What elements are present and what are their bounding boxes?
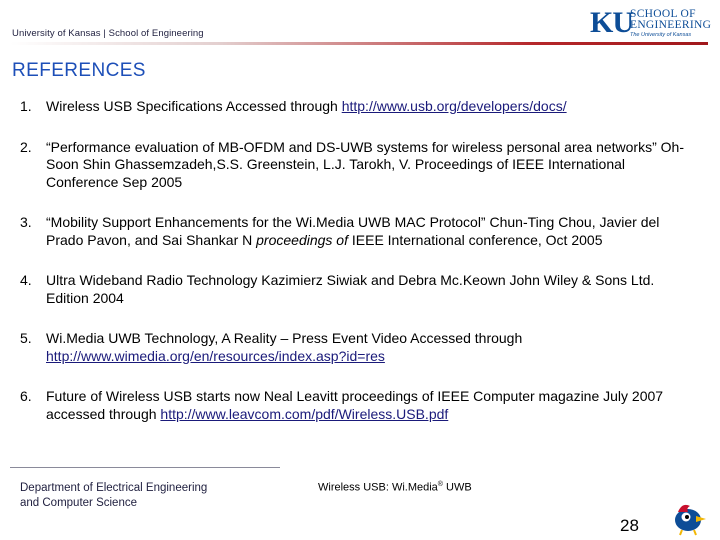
item-text <box>46 214 700 249</box>
footer-dept-line1: Department of Electrical Engineering <box>20 482 208 494</box>
item-text-part: IEEE International conference, Oct 2005 <box>351 231 603 248</box>
list-item <box>20 98 700 116</box>
item-number: 5. <box>20 330 32 346</box>
header-bar <box>10 42 708 45</box>
item-text-part: Future of Wireless USB starts now Neal Leavitt proceedings of IEEE Computer magazine July 2007 accessed through <box>46 388 664 422</box>
registered-mark: ® <box>437 481 443 488</box>
item-number: 2. <box>20 138 32 155</box>
footer-divider <box>10 467 280 468</box>
item-number: 1. <box>20 98 32 114</box>
reference-link[interactable]: http://www.leavcom.com/pdf/Wireless.USB.pdf <box>160 405 449 422</box>
footer-department <box>20 481 207 511</box>
item-number: 3. <box>20 214 32 230</box>
item-number: 6. <box>20 388 32 404</box>
item-number: 4. <box>20 272 32 288</box>
item-text: “Performance evaluation of MB-OFDM and DS-UWB systems for wireless personal area networks” Oh-Soon Shin Ghassemzadeh,S.S. Greenstein, L.J. Tarokh, V. Proceedings of IEEE International Conference Sep 2005 <box>46 138 684 190</box>
page-number: 28 <box>620 516 639 535</box>
references-list <box>20 98 700 446</box>
logo-school-of: SCHOOL OF <box>630 8 696 20</box>
logo-engineering: ENGINEERING <box>630 19 712 31</box>
item-text: Ultra Wideband Radio Technology Kazimierz Siwiak and Debra Mc.Keown John Wiley & Sons Ltd. Edition 2004 <box>46 272 655 306</box>
item-text-part: “Mobility Support Enhancements for the Wi.Media UWB MAC Protocol” Chun-Ting Chou, Javier del Prado Pavon, and Sai Shankar N <box>46 214 660 248</box>
item-text <box>46 388 700 423</box>
page-title: REFERENCES <box>12 60 146 81</box>
item-text-part: Wi.Media UWB Technology, A Reality – Press Event Video Accessed through <box>46 330 523 346</box>
list-item <box>20 330 700 365</box>
footer-title <box>318 481 472 494</box>
reference-link[interactable]: http://www.wimedia.org/en/resources/index.asp?id=res <box>46 347 385 364</box>
item-text <box>46 98 700 116</box>
footer-dept-line2: and Computer Science <box>20 497 137 509</box>
item-text-italic: proceedings of <box>256 231 352 248</box>
logo-university: The University of Kansas <box>630 32 692 38</box>
list-item <box>20 388 700 423</box>
footer-title-prefix: Wireless USB: Wi.Media <box>318 481 438 494</box>
jayhawk-mascot-icon <box>666 500 710 536</box>
reference-link[interactable]: http://www.usb.org/developers/docs/ <box>341 98 567 114</box>
item-text <box>46 330 700 365</box>
footer-title-suffix: UWB <box>442 481 472 494</box>
logo-ku: KU <box>590 6 633 39</box>
list-item <box>20 139 700 192</box>
list-item <box>20 214 700 249</box>
ku-logo <box>590 6 712 40</box>
list-item <box>20 272 700 307</box>
item-text-part: Wireless USB Specifications Accessed through <box>46 98 342 114</box>
header-institution: University of Kansas | School of Engineering <box>12 28 204 39</box>
